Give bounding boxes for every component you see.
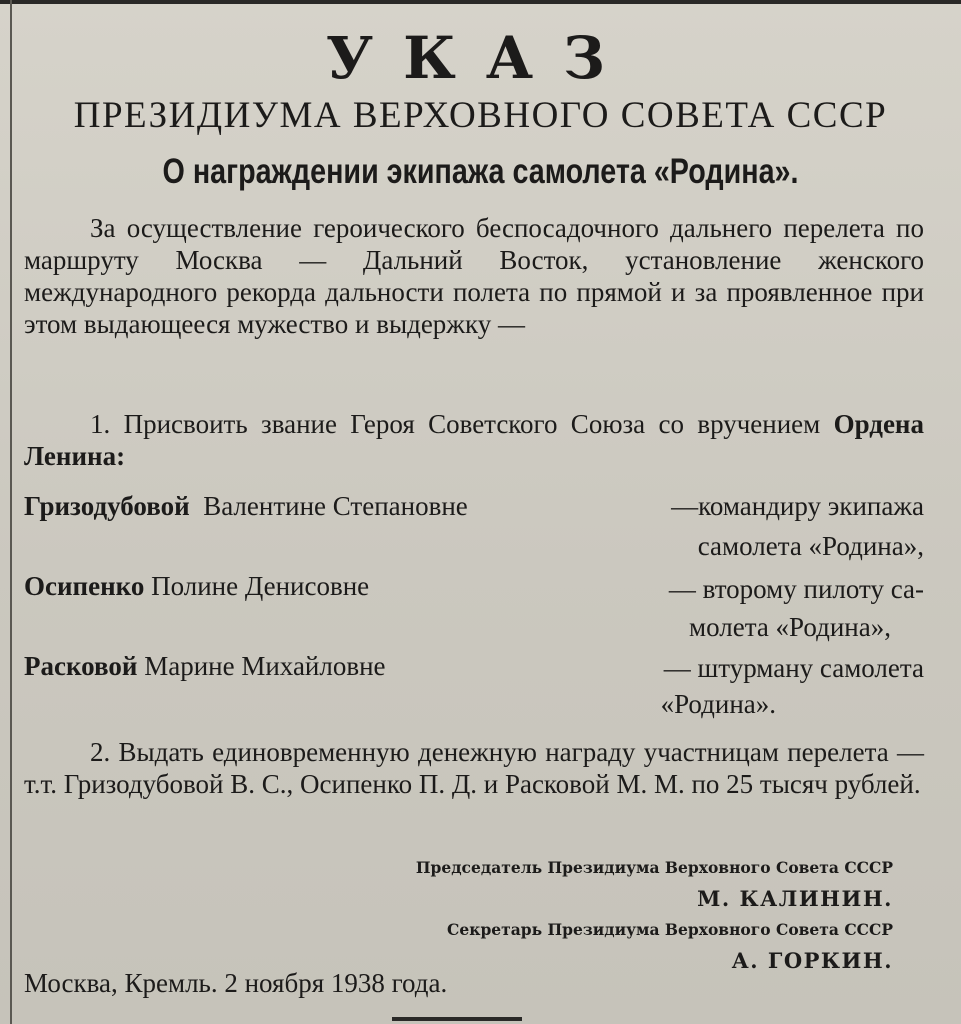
item-1-order: Ордена Ленина: <box>24 409 924 471</box>
item-1-text: 1. Присвоить звание Героя Советского Союза со вручением <box>90 409 834 439</box>
chair-title: Председатель Президиума Верховного Совета СССР <box>415 858 893 877</box>
bottom-rule <box>392 1017 522 1021</box>
awardee-2-name: Полине Денисовне <box>151 571 370 601</box>
awardee-1-surname: Гризодубовой <box>24 491 190 521</box>
awardee-3-role-line-1: — штурману самолета <box>663 653 924 683</box>
awardee-2 <box>24 570 369 602</box>
secretary-title: Секретарь Президиума Верховного Совета СССР <box>447 920 893 939</box>
awardee-1-role-line-1: —командиру экипажа <box>671 491 924 521</box>
place-and-date: Москва, Кремль. 2 ноября 1938 года. <box>24 968 448 998</box>
column-rule <box>10 0 12 1024</box>
awardee-1-role-line-2: самолета «Родина», <box>697 531 924 561</box>
awardee-3-role-line-2: «Родина». <box>660 689 776 719</box>
awardee-3-name: Марине Михайловне <box>144 651 386 681</box>
secretary-name: А. ГОРКИН. <box>731 948 893 973</box>
awardee-2-role-line-2: молета «Родина», <box>689 612 891 642</box>
awardee-2-surname: Осипенко <box>24 571 145 601</box>
decree-subtitle: ПРЕЗИДИУМА ВЕРХОВНОГО СОВЕТА СССР <box>73 95 888 136</box>
top-rule <box>0 0 961 4</box>
awardee-3-surname: Расковой <box>24 651 138 681</box>
decree-headline: О награждении экипажа самолета «Родина». <box>162 152 799 191</box>
decree-title: УКАЗ <box>326 24 635 92</box>
preamble-paragraph: За осуществление героического беспосадочного дальнего перелета по маршруту Москва — Дальний Восток, установление женского международного рекорда дальности полета по прямой и за проявленное при этом выдающееся мужество и выдержку — <box>24 213 924 339</box>
awardee-2-role-line-1: — второму пилоту са- <box>668 574 924 604</box>
awardee-3 <box>24 650 386 682</box>
awardee-1 <box>24 490 468 522</box>
item-2-paragraph: 2. Выдать единовременную денежную награду участницам перелета — т.т. Гризодубовой В. С., Осипенко П. Д. и Расковой М. М. по 25 тысяч рублей. <box>24 737 924 799</box>
item-1-paragraph <box>24 408 924 472</box>
awardee-1-name: Валентине Степановне <box>203 491 468 521</box>
chair-name: М. КАЛИНИН. <box>697 886 893 911</box>
